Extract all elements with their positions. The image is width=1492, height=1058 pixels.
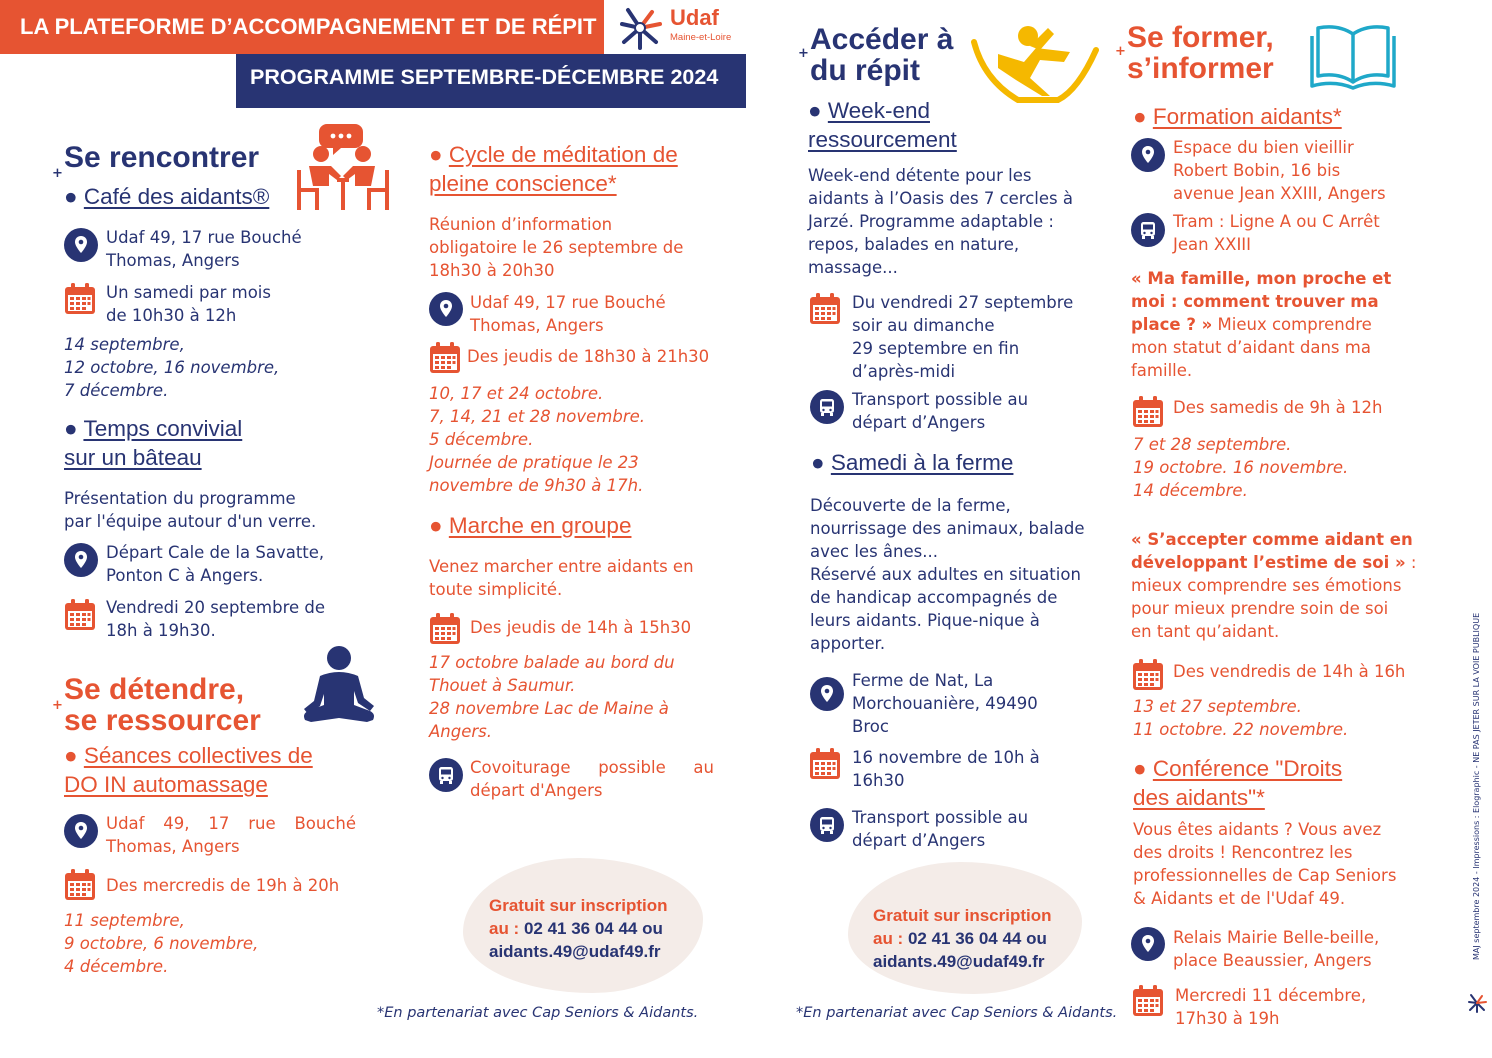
footnote: *En partenariat avec Cap Seniors & Aidants.	[796, 1005, 1118, 1021]
conference-address	[1173, 926, 1379, 972]
date-line: soir au dimanche	[852, 316, 995, 335]
bateau-address	[106, 541, 324, 587]
date-line: novembre de 9h30 à 17h.	[429, 476, 644, 495]
ferme-title-link[interactable]: Samedi à la ferme	[830, 450, 1014, 475]
formation-tram	[1173, 210, 1380, 256]
section-title-former	[1127, 22, 1274, 84]
address-line: Thomas, Angers	[106, 837, 240, 856]
meditation-dates	[429, 382, 645, 497]
meeting-icon	[293, 120, 393, 214]
calendar-icon	[428, 341, 462, 375]
date-line: 10, 17 et 24 octobre.	[429, 384, 604, 403]
calendar-icon	[1131, 658, 1165, 692]
date-line: Mercredi 11 décembre,	[1175, 986, 1367, 1005]
meditation-title[interactable]: ● Cycle de méditation de pleine conscience*	[429, 142, 678, 196]
bus-icon	[810, 390, 844, 424]
udaf-logo-sub: Maine-et-Loire	[670, 32, 732, 43]
date-line: 7 et 28 septembre.	[1133, 435, 1292, 454]
date-line: 19 octobre. 16 novembre.	[1133, 458, 1349, 477]
date-line: 17h30 à 19h	[1175, 1009, 1280, 1028]
module-desc-line: mieux comprendre ses émotions	[1131, 576, 1402, 595]
meditation-icon	[300, 644, 378, 734]
desc-line: avec les ânes...	[810, 542, 938, 561]
desc-line: par l'équipe autour d'un verre.	[64, 512, 317, 531]
header-title: LA PLATEFORME D’ACCOMPAGNEMENT ET DE RÉPIT	[0, 0, 604, 54]
plus-marker: +	[52, 166, 63, 181]
conference-title[interactable]: ● Conférence "Droits des aidants"*	[1133, 756, 1343, 810]
date-line: 14 décembre.	[1133, 481, 1248, 500]
formation-title[interactable]: ● Formation aidants*	[1133, 104, 1342, 129]
desc-line: & Aidants et de l'Udaf 49.	[1133, 889, 1346, 908]
ferme-address	[852, 669, 1038, 738]
date-line: 11 septembre,	[64, 911, 185, 930]
module-desc-line: pour mieux prendre soin de soi	[1131, 599, 1389, 618]
formation-dates-2	[1133, 695, 1348, 741]
module-title-line: place ? »	[1131, 315, 1213, 334]
title-line: Se détendre,	[64, 673, 245, 706]
address-line: Espace du bien vieillir	[1173, 138, 1354, 157]
date-line: 14 septembre,	[64, 335, 185, 354]
marche-dates	[429, 651, 675, 743]
transport-line: départ d’Angers	[852, 831, 986, 850]
ferme-title[interactable]: ● Samedi à la ferme	[811, 450, 1014, 475]
date-line: 9 octobre, 6 novembre,	[64, 934, 259, 953]
module-desc-line: Mieux comprendre	[1212, 315, 1372, 334]
transport-line: Covoiturage possible au	[470, 758, 714, 777]
module-title-line: développant l’estime de soi »	[1131, 553, 1406, 572]
formation-schedule-1: Des samedis de 9h à 12h	[1173, 398, 1383, 417]
ferme-desc	[810, 494, 1084, 655]
date-line: 16h30	[852, 771, 905, 790]
module-desc-line: mon statut d’aidant dans ma	[1131, 338, 1371, 357]
relaxing-person-icon	[968, 22, 1102, 104]
open-book-icon	[1308, 20, 1398, 92]
marche-transport	[470, 756, 714, 802]
formation-address	[1173, 136, 1386, 205]
calendar-icon	[63, 868, 97, 902]
date-line: Journée de pratique le 23	[429, 453, 639, 472]
desc-line: de handicap accompagnés de	[810, 588, 1058, 607]
date-line: 13 et 27 septembre.	[1133, 697, 1302, 716]
marche-schedule: Des jeudis de 14h à 15h30	[470, 618, 692, 637]
desc-line: Présentation du programme	[64, 489, 296, 508]
date-line: 5 décembre.	[429, 430, 534, 449]
address-line: Ponton C à Angers.	[106, 566, 264, 585]
location-pin-icon	[64, 814, 98, 848]
contact-label: au :	[873, 929, 908, 948]
location-pin-icon	[429, 292, 463, 326]
schedule-line: Un samedi par mois	[106, 283, 271, 302]
module-title-line: « Ma famille, mon proche et	[1131, 269, 1392, 288]
side-note: MAJ septembre 2024 - Impressions : Elographic - NE PAS JETER SUR LA VOIE PUBLIQUE	[1472, 612, 1481, 960]
bateau-title[interactable]: ● Temps convivial sur un bâteau	[64, 416, 243, 470]
doin-dates	[64, 909, 258, 978]
plus-marker: +	[52, 698, 63, 713]
weekend-title-link[interactable]: ressourcement	[808, 127, 957, 152]
desc-line: Réservé aux adultes en situation	[810, 565, 1081, 584]
desc-line: nourrissage des animaux, balade	[810, 519, 1085, 538]
bateau-title-link[interactable]: sur un bâteau	[64, 445, 202, 470]
module-desc-line: :	[1405, 553, 1417, 572]
bateau-title-link[interactable]: Temps convivial	[83, 416, 243, 441]
desc-line: professionnelles de Cap Seniors	[1133, 866, 1397, 885]
address-line: Broc	[852, 717, 889, 736]
desc-line: aidants à l’Oasis des 7 cercles à	[808, 189, 1073, 208]
formation-title-link[interactable]: Formation aidants*	[1152, 104, 1342, 129]
doin-schedule: Des mercredis de 19h à 20h	[106, 876, 340, 895]
plus-marker: +	[798, 46, 809, 61]
transport-line: Transport possible au	[852, 808, 1029, 827]
bateau-desc	[64, 487, 316, 533]
marche-title[interactable]: ● Marche en groupe	[429, 513, 632, 538]
plus-marker: +	[1115, 44, 1126, 59]
meditation-schedule: Des jeudis de 18h30 à 21h30	[467, 347, 710, 366]
udaf-logo-icon	[614, 2, 666, 54]
conference-date	[1175, 984, 1366, 1030]
cafe-title-link[interactable]: Café des aidants®	[83, 184, 270, 209]
section-title-repit	[810, 24, 953, 86]
marche-desc	[429, 555, 694, 601]
date-line: 17 octobre balade au bord du	[429, 653, 675, 672]
desc-line: Week-end détente pour les	[808, 166, 1032, 185]
desc-line: leurs aidants. Pique-nique à	[810, 611, 1040, 630]
address-line: Morchouanière, 49490	[852, 694, 1038, 713]
cafe-dates	[64, 333, 279, 402]
address-line: avenue Jean XXIII, Angers	[1173, 184, 1386, 203]
contact-info-1	[489, 894, 668, 963]
cafe-schedule	[106, 281, 271, 327]
address-line: Udaf 49, 17 rue Bouché	[470, 293, 666, 312]
desc-line: Vous êtes aidants ? Vous avez	[1133, 820, 1382, 839]
date-line: 29 septembre en fin	[852, 339, 1020, 358]
meditation-address	[470, 291, 666, 337]
udaf-mini-logo-icon	[1466, 992, 1488, 1014]
info-line: Réunion d’information	[429, 215, 613, 234]
contact-label: Gratuit sur inscription	[489, 896, 668, 915]
address-line: Thomas, Angers	[106, 251, 240, 270]
module-desc-line: famille.	[1131, 361, 1193, 380]
weekend-dates	[852, 291, 1073, 383]
date-line: 11 octobre. 22 novembre.	[1133, 720, 1349, 739]
conference-title-link[interactable]: Conférence "Droits	[1152, 756, 1343, 781]
calendar-icon	[1131, 395, 1165, 429]
title-line: du répit	[810, 54, 920, 87]
marche-title-link[interactable]: Marche en groupe	[448, 513, 632, 538]
desc-line: des droits ! Rencontrez les	[1133, 843, 1353, 862]
desc-line: Venez marcher entre aidants en	[429, 557, 694, 576]
doin-title[interactable]: ● Séances collectives de DO IN automassage	[64, 743, 313, 797]
program-banner: PROGRAMME SEPTEMBRE-DÉCEMBRE 2024	[236, 54, 746, 108]
udaf-logo	[614, 2, 734, 54]
weekend-desc	[808, 164, 1073, 279]
meditation-title-link[interactable]: pleine conscience*	[429, 171, 617, 196]
tram-line: Jean XXIII	[1173, 235, 1252, 254]
title-line: s’informer	[1127, 52, 1274, 85]
meditation-title-link[interactable]: Cycle de méditation de	[448, 142, 678, 167]
desc-line: massage...	[808, 258, 898, 277]
date-line: Vendredi 20 septembre de	[106, 598, 326, 617]
date-line: 12 octobre, 16 novembre,	[64, 358, 280, 377]
date-line: 16 novembre de 10h à	[852, 748, 1040, 767]
title-line: Se former,	[1127, 21, 1274, 54]
desc-line: toute simplicité.	[429, 580, 563, 599]
weekend-title-link[interactable]: Week-end	[827, 98, 930, 123]
desc-line: repos, balades en nature,	[808, 235, 1020, 254]
location-pin-icon	[64, 228, 98, 262]
doin-title-link[interactable]: DO IN automassage	[64, 772, 268, 797]
calendar-icon	[1131, 984, 1165, 1018]
calendar-icon	[63, 598, 97, 632]
bus-icon	[1131, 213, 1165, 247]
contact-phone[interactable]: 02 41 36 04 44 ou	[523, 919, 663, 938]
module-title-line: « S’accepter comme aidant en	[1131, 530, 1413, 549]
address-line: Robert Bobin, 16 bis	[1173, 161, 1341, 180]
address-line: Relais Mairie Belle-beille,	[1173, 928, 1380, 947]
location-pin-icon	[1131, 138, 1165, 172]
address-line: Départ Cale de la Savatte,	[106, 543, 325, 562]
tram-line: Tram : Ligne A ou C Arrêt	[1173, 212, 1380, 231]
calendar-icon	[428, 612, 462, 646]
module-title-line: moi : comment trouver ma	[1131, 292, 1379, 311]
info-line: obligatoire le 26 septembre de	[429, 238, 684, 257]
cafe-title[interactable]: ● Café des aidants®	[64, 184, 270, 209]
info-line: 18h30 à 20h30	[429, 261, 555, 280]
desc-line: Jarzé. Programme adaptable :	[808, 212, 1054, 231]
title-line: se ressourcer	[64, 704, 261, 737]
transport-line: départ d’Angers	[852, 413, 986, 432]
location-pin-icon	[64, 543, 98, 577]
date-line: 7, 14, 21 et 28 novembre.	[429, 407, 646, 426]
udaf-logo-name: Udaf	[670, 5, 719, 30]
doin-address	[106, 812, 356, 858]
transport-line: Transport possible au	[852, 390, 1029, 409]
contact-email[interactable]: aidants.49@udaf49.fr	[873, 952, 1045, 971]
section-title-detendre	[64, 674, 261, 736]
calendar-icon	[808, 747, 842, 781]
date-line: d’après-midi	[852, 362, 956, 381]
location-pin-icon	[1131, 927, 1165, 961]
conference-desc	[1133, 818, 1396, 910]
formation-module-1	[1131, 267, 1391, 382]
date-line: 7 décembre.	[64, 381, 169, 400]
contact-info-2	[873, 904, 1052, 973]
address-line: Udaf 49, 17 rue Bouché	[106, 814, 356, 833]
formation-schedule-2: Des vendredis de 14h à 16h	[1173, 662, 1406, 681]
date-line: 18h à 19h30.	[106, 621, 216, 640]
section-title-rencontrer: Se rencontrer	[64, 141, 260, 174]
contact-email[interactable]: aidants.49@udaf49.fr	[489, 942, 661, 961]
address-line: Ferme de Nat, La	[852, 671, 994, 690]
contact-phone[interactable]: 02 41 36 04 44 ou	[907, 929, 1047, 948]
date-line: Thouet à Saumur.	[429, 676, 576, 695]
desc-line: Découverte de la ferme,	[810, 496, 1011, 515]
address-line: Thomas, Angers	[470, 316, 604, 335]
desc-line: apporter.	[810, 634, 886, 653]
formation-module-2	[1131, 528, 1416, 643]
contact-label: Gratuit sur inscription	[873, 906, 1052, 925]
doin-title-link[interactable]: Séances collectives de	[83, 743, 313, 768]
bateau-date	[106, 596, 325, 642]
weekend-title[interactable]: ● Week-end ressourcement	[808, 98, 957, 152]
schedule-line: de 10h30 à 12h	[106, 306, 237, 325]
meditation-info	[429, 213, 683, 282]
title-line: Accéder à	[810, 23, 954, 56]
calendar-icon	[63, 282, 97, 316]
location-pin-icon	[810, 677, 844, 711]
address-line: Udaf 49, 17 rue Bouché	[106, 228, 302, 247]
ferme-transport	[852, 806, 1028, 852]
module-desc-line: en tant qu’aidant.	[1131, 622, 1280, 641]
address-line: place Beaussier, Angers	[1173, 951, 1372, 970]
calendar-icon	[808, 292, 842, 326]
footnote: *En partenariat avec Cap Seniors & Aidants.	[377, 1005, 699, 1021]
bus-icon	[810, 808, 844, 842]
date-line: Angers.	[429, 722, 492, 741]
conference-title-link[interactable]: des aidants"*	[1133, 785, 1265, 810]
date-line: 4 décembre.	[64, 957, 169, 976]
transport-line: départ d'Angers	[470, 781, 603, 800]
ferme-date	[852, 746, 1040, 792]
date-line: 28 novembre Lac de Maine à	[429, 699, 669, 718]
contact-label: au :	[489, 919, 524, 938]
bus-icon	[429, 758, 463, 792]
cafe-address	[106, 226, 302, 272]
date-line: Du vendredi 27 septembre	[852, 293, 1074, 312]
weekend-transport	[852, 388, 1028, 434]
formation-dates-1	[1133, 433, 1348, 502]
